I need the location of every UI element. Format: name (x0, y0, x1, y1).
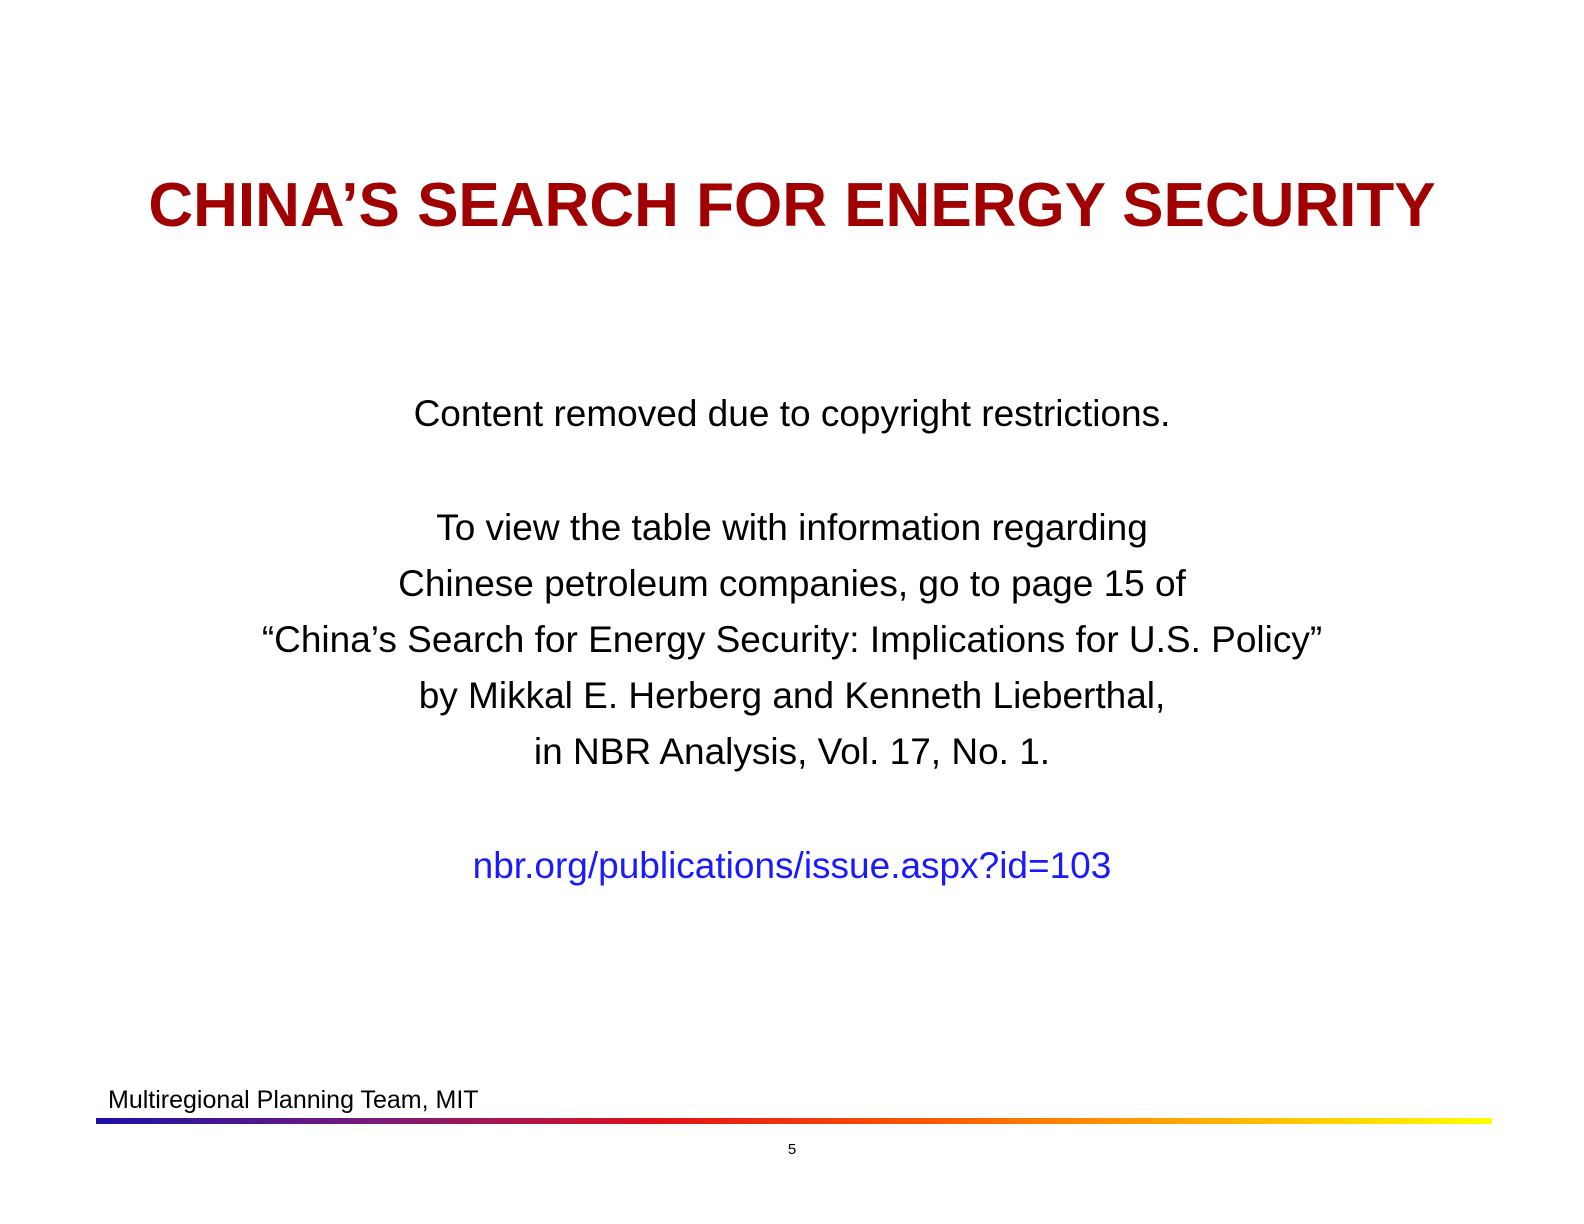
page-number: 5 (787, 1141, 797, 1158)
notice-line: by Mikkal E. Herberg and Kenneth Lieberthal, (418, 675, 1166, 716)
footer-gradient-rule (96, 1118, 1492, 1124)
notice-line: To view the table with information regarding (436, 507, 1148, 548)
notice-line: in NBR Analysis, Vol. 17, No. 1. (533, 731, 1051, 772)
copyright-notice (0, 386, 1584, 894)
notice-line: Chinese petroleum companies, go to page 15 of (398, 563, 1186, 604)
notice-spacer (0, 442, 1584, 500)
notice-line: “China’s Search for Energy Security: Implications for U.S. Policy” (261, 619, 1323, 660)
slide-title: CHINA’S SEARCH FOR ENERGY SECURITY (148, 171, 1436, 240)
footer-organization: Multiregional Planning Team, MIT (108, 1086, 479, 1114)
removed-notice: Content removed due to copyright restrictions. (413, 393, 1171, 434)
source-link[interactable]: nbr.org/publications/issue.aspx?id=103 (472, 845, 1112, 886)
